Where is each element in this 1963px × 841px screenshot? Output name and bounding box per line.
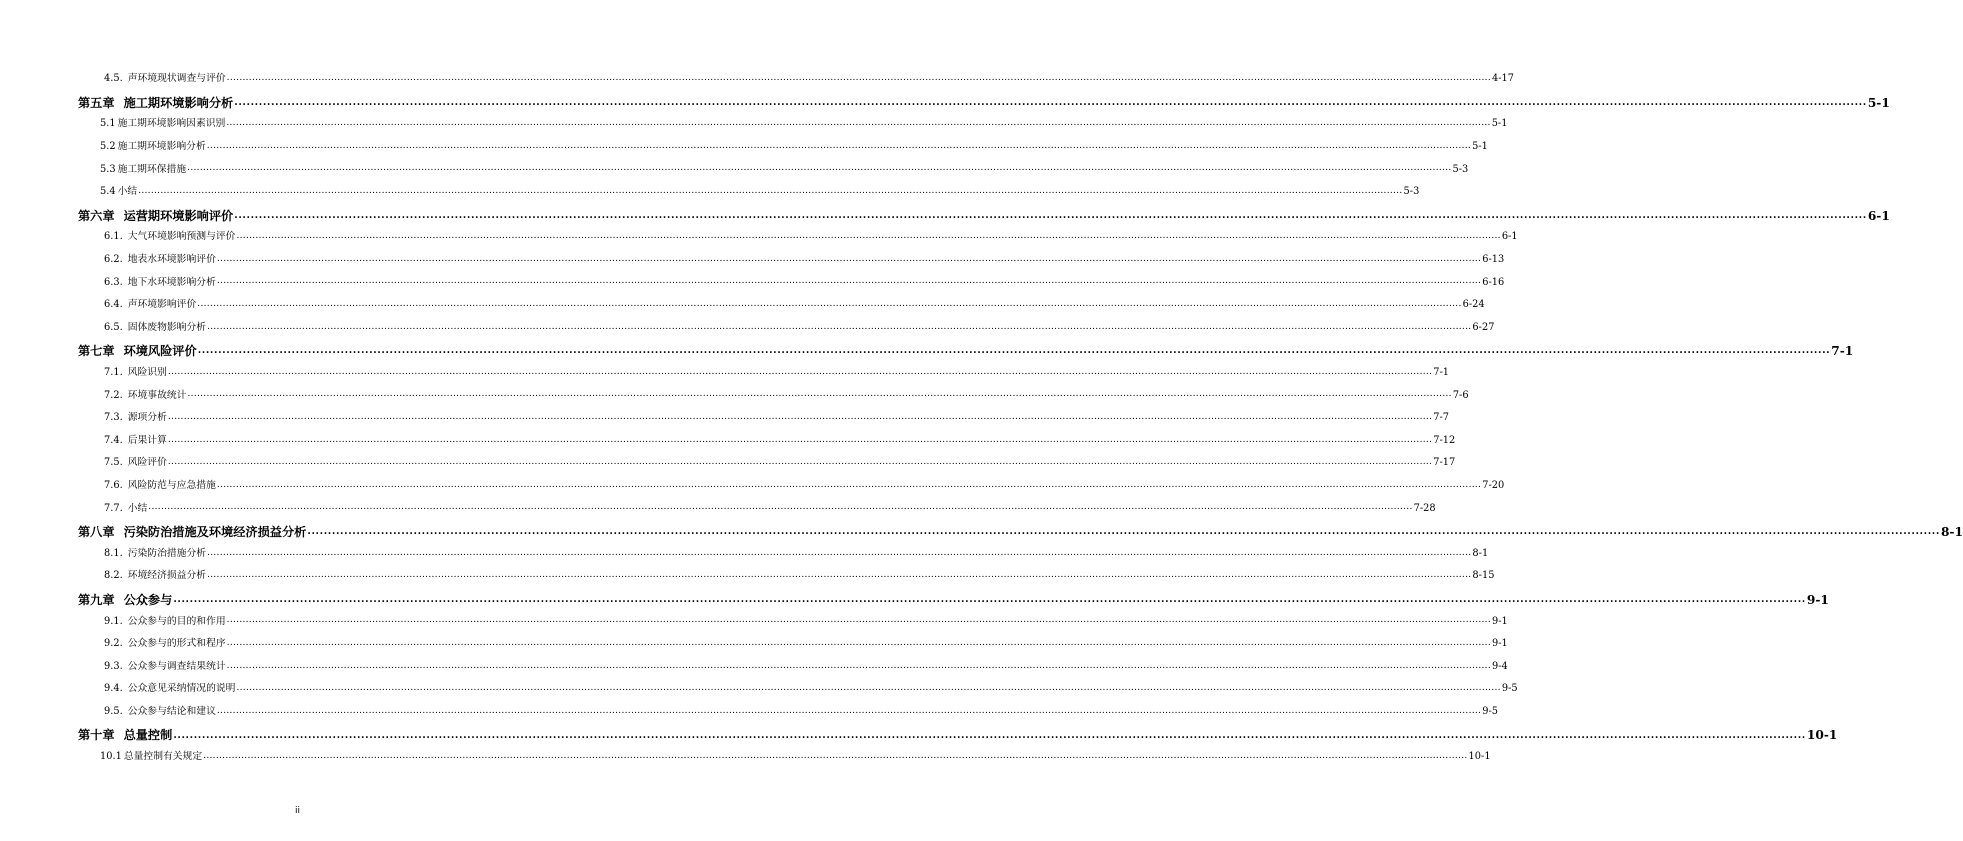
toc-entry-number: 5.3: [100, 163, 116, 175]
toc-entry-title: 公众参与的目的和作用: [127, 615, 226, 627]
toc-entry-page: 5-3: [1452, 163, 1469, 175]
toc-entry-number: 第七章: [78, 344, 115, 359]
toc-section-entry[interactable]: [104, 683, 1518, 695]
dot-leader: ................................................................................................................................................................................................................................................................................................................................................................................................................: [207, 321, 1472, 332]
dot-leader: ................................................................................................................................................................................................................................................................................................................................................................................................................: [148, 502, 1413, 513]
toc-entry-number: 9.3.: [104, 660, 123, 672]
toc-entry-title: 风险识别: [127, 367, 167, 378]
toc-entry-number: 9.1.: [104, 615, 123, 627]
toc-entry-page: 8-15: [1472, 570, 1495, 582]
toc-entry-page: 7-17: [1433, 457, 1456, 469]
toc-entry-title: 施工期环境影响因素识别: [117, 118, 226, 130]
toc-entry-number: 第五章: [78, 95, 115, 110]
toc-entry-page: 6-27: [1472, 321, 1495, 333]
toc-entry-page: 7-20: [1482, 480, 1505, 491]
toc-entry-page: 6-13: [1482, 254, 1505, 265]
toc-entry-page: 9-4: [1492, 660, 1508, 672]
toc-entry-page: 5-1: [1867, 95, 1890, 110]
toc-section-entry[interactable]: [104, 73, 1515, 85]
dot-leader: ................................................................................................................................................................................................................................................................................................................................................................................................................: [226, 638, 1492, 648]
toc-section-entry[interactable]: [100, 186, 1420, 198]
toc-section-entry[interactable]: [104, 660, 1508, 672]
toc-entry-page: 10-1: [1806, 728, 1838, 743]
dot-leader: ................................................................................................................................................................................................................................................................................................................................................................................................................: [206, 140, 1472, 151]
dot-leader: ................................................................................................................................................................................................................................................................................................................................................................................................................: [226, 615, 1492, 626]
toc-entry-title: 施工期环境影响分析: [123, 95, 234, 110]
toc-entry-number: 第九章: [78, 592, 115, 607]
toc-section-entry[interactable]: [100, 118, 1508, 130]
toc-entry-title: 总量控制: [123, 728, 173, 743]
toc-section-entry[interactable]: [104, 457, 1456, 469]
toc-entry-number: 6.3.: [104, 276, 123, 288]
toc-entry-title: 后果计算: [127, 434, 167, 446]
dot-leader: ................................................................................................................................................................................................................................................................................................................................................................................................................: [226, 73, 1492, 83]
toc-entry-number: 10.1: [100, 751, 122, 763]
toc-entry-title: 源项分析: [127, 412, 167, 424]
toc-entry-title: 环境事故统计: [127, 389, 187, 401]
toc-entry-title: 公众意见采纳情况的说明: [127, 683, 236, 695]
toc-section-entry[interactable]: [100, 163, 1469, 175]
toc-entry-number: 6.4.: [104, 299, 123, 311]
toc-entry-title: 污染防治措施分析: [127, 547, 207, 559]
dot-leader: ................................................................................................................................................................................................................................................................................................................................................................................................................: [236, 231, 1501, 242]
toc-entry-number: 5.1: [100, 118, 116, 130]
toc-section-entry[interactable]: [104, 502, 1436, 514]
toc-entry-number: 8.2.: [104, 570, 123, 582]
toc-entry-number: 6.5.: [104, 321, 123, 333]
toc-entry-number: 6.1.: [104, 231, 123, 243]
toc-entry-number: 7.5.: [104, 457, 123, 469]
toc-section-entry[interactable]: [104, 389, 1469, 401]
dot-leader: ................................................................................................................................................................................................................................................................................................................................................................................................................: [167, 366, 1433, 377]
dot-leader: ................................................................................................................................................................................................................................................................................................................................................................................................................: [234, 96, 1867, 108]
dot-leader: ................................................................................................................................................................................................................................................................................................................................................................................................................: [167, 457, 1433, 468]
toc-entry-number: 9.2.: [104, 638, 123, 650]
toc-entry-title: 环境风险评价: [123, 344, 197, 359]
toc-entry-title: 声环境影响评价: [127, 299, 197, 311]
toc-entry-page: 7-12: [1433, 434, 1456, 446]
toc-section-entry[interactable]: [104, 276, 1505, 288]
toc-section-entry[interactable]: [104, 479, 1505, 491]
dot-leader: ................................................................................................................................................................................................................................................................................................................................................................................................................: [216, 479, 1482, 490]
toc-entry-title: 地下水环境影响分析: [127, 276, 216, 288]
page-number: ii: [294, 806, 300, 816]
toc-section-entry[interactable]: [100, 751, 1491, 763]
toc-entry-page: 6-24: [1462, 299, 1485, 311]
toc-entry-title: 运营期环境影响评价: [123, 208, 234, 223]
toc-entry-page: 7-7: [1433, 412, 1450, 424]
toc-entry-number: 第八章: [78, 525, 115, 539]
toc-section-entry[interactable]: [104, 299, 1485, 311]
toc-entry-page: 7-6: [1452, 389, 1469, 401]
toc-entry-title: 小结: [127, 502, 148, 514]
toc-entry-title: 风险防范与应急措施: [127, 480, 216, 491]
toc-entry-number: 7.7.: [104, 502, 123, 514]
toc-chapter-entry[interactable]: [78, 728, 1838, 743]
toc-entry-title: 固体废物影响分析: [127, 321, 207, 333]
dot-leader: ................................................................................................................................................................................................................................................................................................................................................................................................................: [207, 547, 1472, 558]
toc-entry-title: 公众参与调查结果统计: [127, 660, 226, 672]
toc-chapter-entry[interactable]: [78, 95, 1890, 110]
toc-entry-number: 第十章: [78, 728, 115, 743]
toc-entry-page: 9-1: [1492, 615, 1508, 627]
dot-leader: ................................................................................................................................................................................................................................................................................................................................................................................................................: [207, 570, 1472, 581]
toc-chapter-entry[interactable]: [78, 208, 1890, 223]
toc-entry-page: 8-1: [1940, 525, 1963, 539]
dot-leader: ................................................................................................................................................................................................................................................................................................................................................................................................................: [167, 434, 1433, 445]
toc-section-entry[interactable]: [104, 570, 1495, 582]
toc-entry-title: 公众参与结论和建议: [127, 706, 216, 717]
toc-entry-page: 9-5: [1501, 683, 1518, 695]
toc-entry-title: 施工期环保措施: [117, 163, 187, 175]
toc-entry-page: 5-3: [1403, 186, 1420, 198]
toc-entry-number: 7.4.: [104, 434, 123, 446]
toc-entry-number: 7.1.: [104, 367, 123, 378]
toc-entry-page: 10-1: [1468, 751, 1491, 763]
toc-entry-page: 8-1: [1472, 547, 1489, 559]
dot-leader: ................................................................................................................................................................................................................................................................................................................................................................................................................: [226, 660, 1492, 671]
toc-entry-title: 风险评价: [127, 457, 167, 469]
toc-section-entry[interactable]: [104, 638, 1508, 650]
toc-chapter-entry[interactable]: [78, 525, 1963, 539]
toc-section-entry[interactable]: [104, 615, 1508, 627]
toc-entry-page: 9-1: [1806, 592, 1829, 607]
toc-entry-page: 6-1: [1867, 208, 1890, 223]
toc-entry-title: 大气环境影响预测与评价: [127, 231, 236, 243]
toc-entry-number: 9.4.: [104, 683, 123, 695]
dot-leader: ................................................................................................................................................................................................................................................................................................................................................................................................................: [138, 186, 1403, 196]
toc-chapter-entry[interactable]: [78, 592, 1829, 607]
toc-entry-page: 6-16: [1482, 276, 1505, 288]
dot-leader: ................................................................................................................................................................................................................................................................................................................................................................................................................: [173, 594, 1806, 605]
dot-leader: ................................................................................................................................................................................................................................................................................................................................................................................................................: [197, 345, 1831, 357]
toc-chapter-entry[interactable]: [78, 344, 1854, 359]
toc-entry-page: 9-1: [1492, 638, 1508, 650]
dot-leader: ................................................................................................................................................................................................................................................................................................................................................................................................................: [167, 412, 1433, 422]
toc-section-entry[interactable]: [104, 231, 1518, 243]
toc-entry-title: 环境经济损益分析: [127, 570, 207, 582]
toc-entry-title: 总量控制有关规定: [123, 751, 203, 763]
dot-leader: ................................................................................................................................................................................................................................................................................................................................................................................................................: [234, 209, 1867, 221]
toc-section-entry[interactable]: [104, 547, 1489, 559]
dot-leader: ................................................................................................................................................................................................................................................................................................................................................................................................................: [187, 163, 1452, 174]
toc-entry-number: 7.3.: [104, 412, 123, 424]
dot-leader: ................................................................................................................................................................................................................................................................................................................................................................................................................: [307, 526, 1940, 538]
toc-entry-number: 8.1.: [104, 547, 123, 559]
toc-section-entry[interactable]: [104, 705, 1498, 717]
toc-entry-page: 7-1: [1433, 367, 1450, 378]
toc-entry-title: 施工期环境影响分析: [117, 141, 206, 152]
toc-entry-number: 9.5.: [104, 706, 123, 717]
toc-entry-number: 第六章: [78, 208, 115, 223]
toc-section-entry[interactable]: [104, 366, 1450, 378]
dot-leader: ................................................................................................................................................................................................................................................................................................................................................................................................................: [236, 683, 1501, 694]
dot-leader: ................................................................................................................................................................................................................................................................................................................................................................................................................: [216, 253, 1482, 264]
toc-entry-number: 4.5.: [104, 73, 123, 85]
dot-leader: ................................................................................................................................................................................................................................................................................................................................................................................................................: [216, 276, 1482, 287]
toc-entry-number: 7.2.: [104, 389, 123, 401]
dot-leader: ................................................................................................................................................................................................................................................................................................................................................................................................................: [173, 729, 1806, 741]
toc-entry-title: 声环境现状调查与评价: [127, 73, 226, 85]
toc-section-entry[interactable]: [100, 140, 1488, 152]
toc-entry-number: 5.2: [100, 141, 116, 152]
toc-entry-title: 地表水环境影响评价: [127, 254, 216, 265]
toc-entry-title: 公众参与的形式和程序: [127, 638, 226, 650]
toc-entry-page: 7-28: [1413, 502, 1436, 514]
dot-leader: ................................................................................................................................................................................................................................................................................................................................................................................................................: [187, 389, 1452, 400]
toc-entry-page: 5-1: [1472, 141, 1488, 152]
toc-section-entry[interactable]: [104, 321, 1495, 333]
toc-entry-title: 小结: [117, 186, 138, 198]
toc-entry-title: 污染防治措施及环境经济损益分析: [123, 525, 307, 539]
dot-leader: ................................................................................................................................................................................................................................................................................................................................................................................................................: [216, 705, 1482, 716]
toc-section-entry[interactable]: [104, 412, 1450, 424]
toc-entry-page: 9-5: [1482, 706, 1498, 717]
toc-entry-number: 7.6.: [104, 480, 123, 491]
toc-entry-page: 4-17: [1492, 73, 1515, 85]
toc-entry-number: 6.2.: [104, 254, 123, 265]
toc-section-entry[interactable]: [104, 434, 1456, 446]
toc-section-entry[interactable]: [104, 253, 1505, 265]
dot-leader: ................................................................................................................................................................................................................................................................................................................................................................................................................: [226, 118, 1491, 129]
toc-entry-title: 公众参与: [123, 592, 173, 607]
dot-leader: ................................................................................................................................................................................................................................................................................................................................................................................................................: [203, 751, 1468, 761]
toc-entry-page: 6-1: [1501, 231, 1518, 243]
dot-leader: ................................................................................................................................................................................................................................................................................................................................................................................................................: [197, 299, 1462, 309]
toc-entry-number: 5.4: [100, 186, 116, 198]
toc-entry-page: 7-1: [1831, 344, 1854, 359]
toc-entry-page: 5-1: [1491, 118, 1508, 130]
